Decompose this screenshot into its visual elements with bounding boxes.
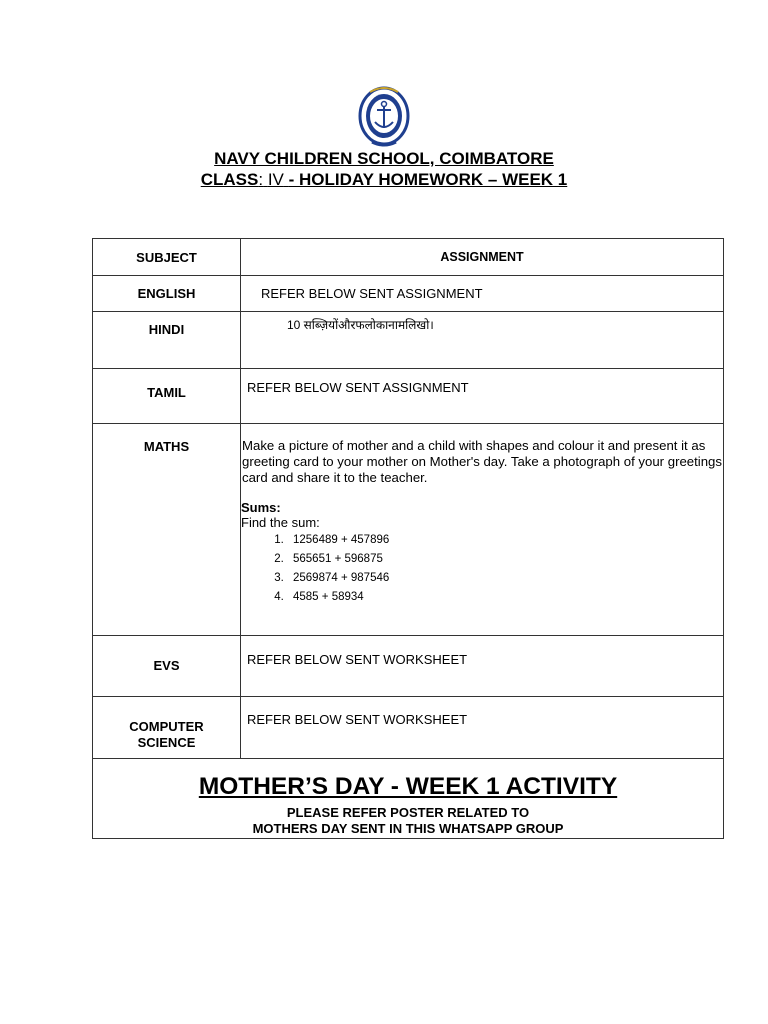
- subject-computer-line2: SCIENCE: [137, 735, 196, 750]
- sums-list: [241, 531, 723, 607]
- list-item: 4. 4585 + 58934: [287, 588, 723, 607]
- assignment-english: REFER BELOW SENT ASSIGNMENT: [241, 276, 724, 312]
- list-item: 2. 565651 + 596875: [287, 550, 723, 569]
- assignment-tamil: [241, 369, 724, 424]
- class-separator: :: [258, 170, 264, 189]
- subject-english: ENGLISH: [93, 276, 241, 312]
- assignment-evs: [241, 636, 724, 697]
- class-value: IV: [267, 170, 284, 189]
- mothers-day-line1: PLEASE REFER POSTER RELATED TO: [286, 805, 530, 820]
- table-header-row: [93, 239, 724, 276]
- table-row-maths: [93, 424, 724, 636]
- subject-maths-label: MATHS: [143, 439, 190, 454]
- school-emblem-logo: [358, 86, 410, 150]
- header-subject: SUBJECT: [93, 239, 241, 276]
- assignment-computer: [241, 697, 724, 759]
- table-row-english: [93, 276, 724, 312]
- assignment-hindi-text: 10 सब्ज़ियोंऔरफलोकानामलिखो।: [287, 318, 434, 332]
- list-item: 3. 2569874 + 987546: [287, 569, 723, 588]
- header-assignment: ASSIGNMENT: [241, 239, 724, 276]
- homework-title: - HOLIDAY HOMEWORK – WEEK 1: [288, 170, 568, 189]
- class-title: [0, 170, 768, 190]
- school-name: NAVY CHILDREN SCHOOL, COIMBATORE: [214, 149, 554, 168]
- list-item: 1. 1256489 + 457896: [287, 531, 723, 550]
- subject-tamil: [93, 369, 241, 424]
- mothers-day-cell: [93, 759, 724, 839]
- subject-computer-line1: COMPUTER: [129, 719, 204, 734]
- table-row-tamil: [93, 369, 724, 424]
- assignment-maths: [241, 424, 724, 636]
- assignment-hindi: [241, 312, 724, 369]
- mothers-day-title: MOTHER’S DAY - WEEK 1 ACTIVITY: [198, 773, 618, 800]
- subject-evs: [93, 636, 241, 697]
- table-row-evs: [93, 636, 724, 697]
- subject-hindi-label: HINDI: [148, 322, 185, 337]
- maths-instructions: Make a picture of mother and a child with shapes and colour it and present it as greeting card to your mother on Mother's day. Take a photograph of your greetings card and share it to the teacher.: [242, 438, 722, 485]
- subject-evs-label: EVS: [153, 658, 180, 673]
- assignment-computer-text: REFER BELOW SENT WORKSHEET: [247, 712, 468, 727]
- mothers-day-line2: MOTHERS DAY SENT IN THIS WHATSAPP GROUP: [252, 821, 564, 836]
- subject-tamil-label: TAMIL: [147, 385, 186, 400]
- table-row-computer: [93, 697, 724, 759]
- subject-maths: [93, 424, 241, 636]
- find-the-sum: Find the sum:: [241, 515, 320, 530]
- table-row-mothers-day: [93, 759, 724, 839]
- subject-computer: [93, 697, 241, 759]
- assignment-tamil-text: REFER BELOW SENT ASSIGNMENT: [247, 380, 469, 395]
- subject-hindi: [93, 312, 241, 369]
- homework-table: [92, 238, 724, 839]
- assignment-evs-text: REFER BELOW SENT WORKSHEET: [247, 652, 468, 667]
- table-row-hindi: [93, 312, 724, 369]
- sums-heading: Sums:: [241, 500, 281, 515]
- class-label: CLASS: [200, 170, 259, 189]
